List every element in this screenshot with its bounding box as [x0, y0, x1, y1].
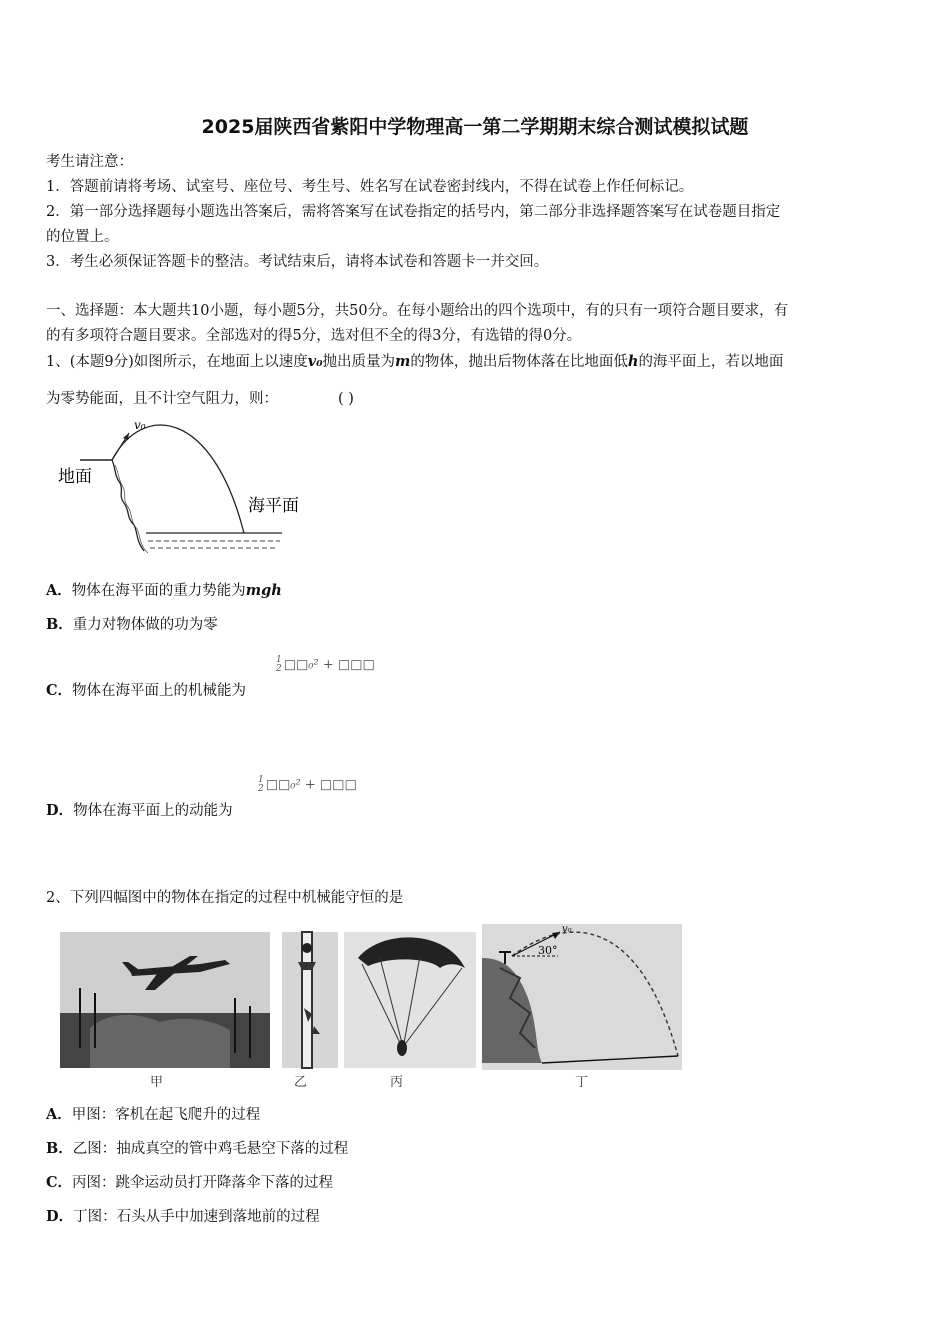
q1-option-c-formula: 1 2 □□₀² + □□□: [276, 655, 375, 674]
notice-item-2: 2．第一部分选择题每小题选出答案后，需将答案写在试卷指定的括号内，第二部分非选择题答案写在试卷题目指定: [46, 204, 781, 220]
q1-option-b[interactable]: [46, 614, 218, 636]
figure-label-yi: 乙: [294, 1075, 308, 1090]
q1-figure: [52, 413, 299, 558]
q2-option-a[interactable]: [46, 1104, 260, 1126]
option-label: B．: [46, 616, 73, 633]
q1-stem-line1: [46, 349, 906, 375]
notice-item-2-cont: 的位置上。: [46, 229, 119, 245]
velocity-label: v₀: [562, 924, 572, 935]
figure-bing-parachute: [344, 932, 476, 1068]
q1-stem-a: 1、(本题9分)如图所示，在地面上以速度: [46, 354, 308, 370]
option-text: 物体在海平面上的机械能为: [72, 683, 247, 699]
ground-label: 地面: [58, 467, 92, 487]
q1-option-d-formula: 1 2 □□₀² + □□□: [258, 775, 357, 794]
option-text: 物体在海平面的重力势能为: [71, 583, 246, 599]
figure-jia-airplane: [60, 932, 270, 1068]
q1-option-a[interactable]: [46, 580, 282, 602]
figure-label-ding: 丁: [575, 1075, 589, 1090]
figure-label-bing: 丙: [390, 1075, 404, 1090]
option-label: A．: [46, 582, 72, 599]
q1-answer-bracket: ( ): [338, 391, 354, 407]
section-header-line1: 一、选择题：本大题共10小题，每小题5分，共50分。在每小题给出的四个选项中，有的只有一项符合题目要求，有: [46, 303, 789, 319]
q2-option-b[interactable]: [46, 1138, 348, 1160]
q1-stem-line2-text: 为零势能面，且不计空气阻力，则：: [46, 391, 278, 407]
q2-figures: [50, 918, 690, 1090]
notice-item-1: 1．答题前请将考场、试室号、座位号、考生号、姓名写在试卷密封线内，不得在试卷上作任何标记。: [46, 179, 694, 195]
q2-stem: 2、下列四幅图中的物体在指定的过程中机械能守恒的是: [46, 890, 404, 906]
notice-heading: 考生请注意：: [46, 154, 133, 170]
option-label: C．: [46, 1174, 73, 1191]
notice-item-3: 3．考生必须保证答题卡的整洁。考试结束后，请将本试卷和答题卡一并交回。: [46, 254, 549, 270]
section-header-line2: 的有多项符合题目要求。全部选对的得5分，选对但不全的得3分，有选错的得0分。: [46, 328, 582, 344]
option-text: 重力对物体做的功为零: [72, 617, 218, 633]
option-text: 乙图：抽成真空的管中鸡毛悬空下落的过程: [72, 1141, 349, 1157]
angle-label: 30°: [538, 944, 558, 957]
cliff-edge: [112, 460, 144, 551]
option-label: D．: [46, 1208, 74, 1225]
q1-stem-c: 的物体，抛出后物体落在比地面低: [410, 354, 628, 370]
figure-label-jia: 甲: [150, 1075, 164, 1090]
option-text: 甲图：客机在起飞爬升的过程: [71, 1107, 261, 1123]
figure-yi-tube: [282, 932, 338, 1068]
page-title: 2025届陕西省紫阳中学物理高一第二学期期末综合测试模拟试题: [201, 116, 749, 138]
q2-option-c[interactable]: [46, 1172, 333, 1194]
option-text: 丁图：石头从手中加速到落地前的过程: [73, 1209, 320, 1225]
option-label: A．: [46, 1106, 72, 1123]
q1-stem-line2: [46, 387, 906, 412]
option-label: B．: [46, 1140, 73, 1157]
option-text: 物体在海平面上的动能为: [73, 803, 233, 819]
option-expr: mgh: [245, 582, 282, 599]
q1-v0: v₀: [307, 353, 323, 370]
q1-stem-b: 抛出质量为: [322, 354, 396, 370]
q1-option-d[interactable]: [46, 800, 233, 822]
option-text: 丙图：跳伞运动员打开降落伞下落的过程: [72, 1175, 334, 1191]
q1-m: m: [395, 353, 411, 370]
figure-ding-throw: [482, 924, 682, 1070]
option-label: D．: [46, 802, 74, 819]
q1-stem-d: 的海平面上，若以地面: [638, 354, 784, 370]
sea-label: 海平面: [248, 496, 299, 516]
q1-h: h: [627, 353, 639, 370]
q2-option-d[interactable]: [46, 1206, 320, 1228]
option-label: C．: [46, 682, 73, 699]
q1-option-c[interactable]: [46, 680, 246, 702]
velocity-label: v₀: [134, 418, 146, 432]
